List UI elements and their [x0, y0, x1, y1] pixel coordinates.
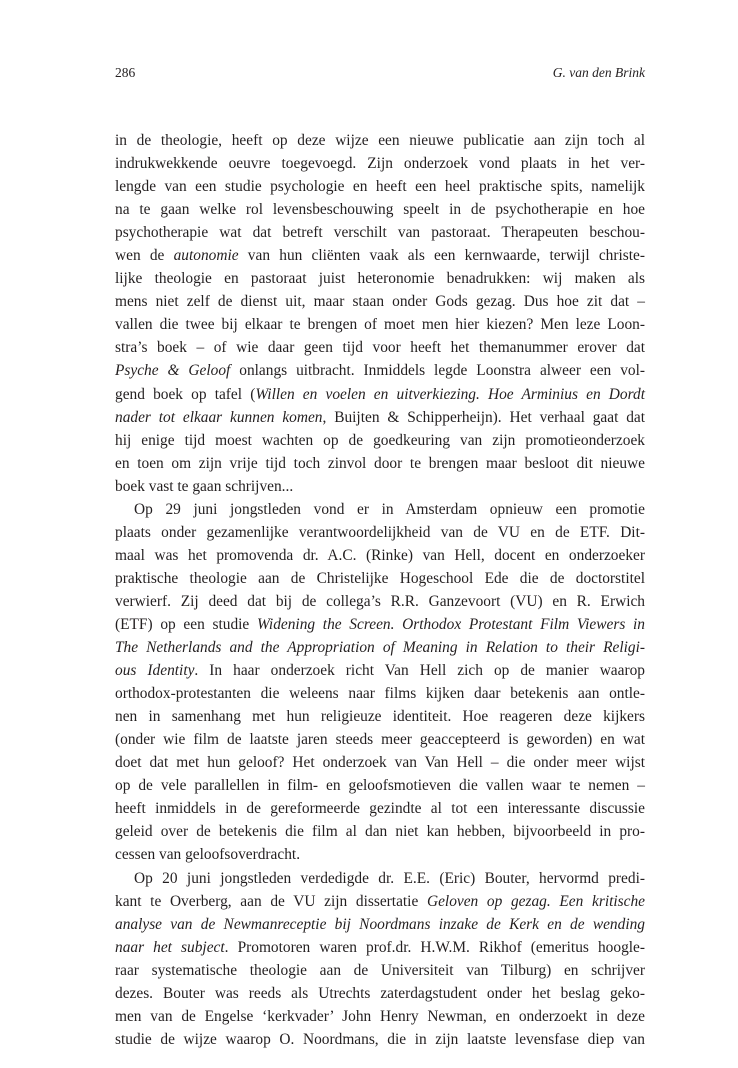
text-run: wen de [115, 247, 174, 265]
text-run: Op 29 juni jongstleden vond er in Amsterdam opnieuw een promotie [134, 500, 645, 518]
text-line [115, 313, 645, 336]
italic-title-run: naar het subject [115, 938, 225, 956]
paragraph-first-line [115, 498, 645, 521]
paragraph-first-line [115, 867, 645, 890]
text-line [115, 705, 645, 728]
italic-title-run: nader tot elkaar kunnen komen [115, 408, 323, 426]
text-run: onlangs uitbracht. Inmiddels legde Loonstra alweer een vol- [230, 362, 645, 380]
page-header [115, 65, 645, 85]
text-run: raar systematische theologie aan de Universiteit van Tilburg) en schrijver [115, 961, 645, 979]
text-run: indrukwekkende oeuvre toegevoegd. Zijn onderzoek vond plaats in het ver- [115, 155, 645, 173]
italic-title-run: Geloven op gezag. Een kritische [426, 892, 645, 910]
text-run: van hun cliënten vaak als een kernwaarde, terwijl christe- [238, 247, 645, 265]
text-run: op de vele parallellen in film- en geloofsmotieven die vallen waar te nemen – [115, 777, 645, 795]
text-line [115, 728, 645, 751]
italic-title-run: The Netherlands and the Appropriation of Meaning in Relation to their Religi- [115, 639, 645, 657]
text-run: doet dat met hun geloof? Het onderzoek van Van Hell – die onder meer wijst [115, 754, 645, 772]
text-run: . In haar onderzoek richt Van Hell zich op de manier waarop [194, 662, 645, 680]
text-line [115, 267, 645, 290]
text-run: hij enige tijd moest wachten op de goedkeuring van zijn promotieonderzoek [115, 431, 645, 449]
text-run: na te gaan welke rol levensbeschouwing speelt in de psychotherapie en hoe [115, 201, 645, 219]
italic-title-run: Widening the Screen. Orthodox Protestant Film Viewers in [256, 615, 646, 633]
text-line [115, 843, 645, 866]
text-line [115, 475, 645, 498]
text-run: cessen van geloofsoverdracht. [115, 846, 301, 864]
text-line [115, 1005, 645, 1028]
text-run: verwierf. Zij deed dat bij de collega’s R.R. Ganzevoort (VU) en R. Erwich [115, 592, 645, 610]
text-line [115, 590, 645, 613]
text-run: heeft inmiddels in de gereformeerde gezindte al tot een interessante discussie [115, 800, 645, 818]
text-line [115, 429, 645, 452]
text-line [115, 175, 645, 198]
italic-title-run: Willen en voelen en uitverkiezing. Hoe Arminius en Dordt [255, 385, 645, 403]
text-line [115, 336, 645, 359]
italic-title-run: autonomie [173, 247, 239, 265]
text-line [115, 959, 645, 982]
text-line [115, 820, 645, 843]
text-run: mens niet zelf de dienst uit, maar staan onder Gods gezag. Dus hoe zit dat – [115, 293, 645, 311]
text-run: gend boek op tafel ( [115, 385, 256, 403]
text-line [115, 359, 645, 382]
italic-title-run: ous Identity [115, 662, 195, 680]
text-line [115, 797, 645, 820]
text-line [115, 682, 645, 705]
text-run: lengde van een studie psychologie en heeft een heel praktische spits, namelijk [115, 178, 645, 196]
text-line [115, 152, 645, 175]
text-run: vallen die twee bij elkaar te brengen of moet men hier kiezen? Men leze Loon- [115, 316, 645, 334]
text-run: psychotherapie wat dat betreft verschilt van pastoraat. Therapeuten beschou- [115, 224, 645, 242]
text-line [115, 244, 645, 267]
text-line [115, 636, 645, 659]
page-number: 286 [115, 65, 136, 80]
text-line [115, 290, 645, 313]
text-line [115, 982, 645, 1005]
running-head-author: G. van den Brink [552, 65, 645, 80]
text-line [115, 567, 645, 590]
text-run: kant te Overberg, aan de VU zijn dissertatie [115, 892, 427, 910]
text-run: in de theologie, heeft op deze wijze een nieuwe publicatie aan zijn toch al [115, 132, 645, 149]
text-line [115, 774, 645, 797]
text-line [115, 890, 645, 913]
text-run: nen in samenhang met hun religieuze identiteit. Hoe reageren deze kijkers [115, 708, 645, 726]
text-run: boek vast te gaan schrijven... [115, 477, 294, 495]
text-run: Op 20 juni jongstleden verdedigde dr. E.E. (Eric) Bouter, hervormd predi- [134, 869, 645, 887]
text-run: dezes. Bouter was reeds als Utrechts zaterdagstudent onder het beslag geko- [115, 984, 645, 1002]
text-line [115, 659, 645, 682]
text-line [115, 613, 645, 636]
text-run: geleid over de betekenis die film al dan niet kan hebben, bijvoorbeeld in pro- [115, 823, 645, 841]
text-run: en toen om zijn vrije tijd toch zinvol door te brengen maar besloot dit nieuwe [115, 454, 645, 472]
text-line [115, 452, 645, 475]
text-run: maal was het promovenda dr. A.C. (Rinke) van Hell, docent en onderzoeker [115, 546, 645, 564]
text-run: . Promotoren waren prof.dr. H.W.M. Rikhof (emeritus hoogle- [224, 938, 645, 956]
text-run: , Buijten & Schipperheijn). Het verhaal gaat dat [322, 408, 645, 426]
text-run: orthodox-protestanten die weleens naar films kijken daar betekenis aan ontle- [115, 685, 645, 703]
text-run: studie de wijze waarop O. Noordmans, die in zijn laatste levensfase diep van [115, 1030, 645, 1048]
text-run: plaats onder gezamenlijke verantwoordelijkheid van de VU en de ETF. Dit- [115, 523, 645, 541]
italic-title-run: analyse van de Newmanreceptie bij Noordmans inzake de Kerk en de wending [115, 915, 645, 933]
text-line [115, 406, 645, 429]
text-line [115, 751, 645, 774]
text-line [115, 936, 645, 959]
text-line [115, 221, 645, 244]
text-run: men van de Engelse ‘kerkvader’ John Henry Newman, en onderzoekt in deze [115, 1007, 645, 1025]
text-line [115, 383, 645, 406]
text-run: (onder wie film de laatste jaren steeds meer geaccepteerd is geworden) en wat [115, 731, 645, 749]
text-run: lijke theologie en pastoraat juist heteronomie benadrukken: wij maken als [115, 270, 645, 288]
text-line [115, 521, 645, 544]
body-text [115, 129, 645, 1051]
text-run: (ETF) op een studie [115, 615, 257, 633]
text-line [115, 129, 645, 152]
text-run: stra’s boek – of wie daar geen tijd voor heeft het themanummer erover dat [115, 339, 645, 357]
italic-title-run: Psyche & Geloof [115, 362, 231, 380]
text-line [115, 1028, 645, 1051]
text-line [115, 913, 645, 936]
text-line [115, 198, 645, 221]
text-line [115, 544, 645, 567]
text-run: praktische theologie aan de Christelijke Hogeschool Ede die de doctorstitel [115, 569, 645, 587]
